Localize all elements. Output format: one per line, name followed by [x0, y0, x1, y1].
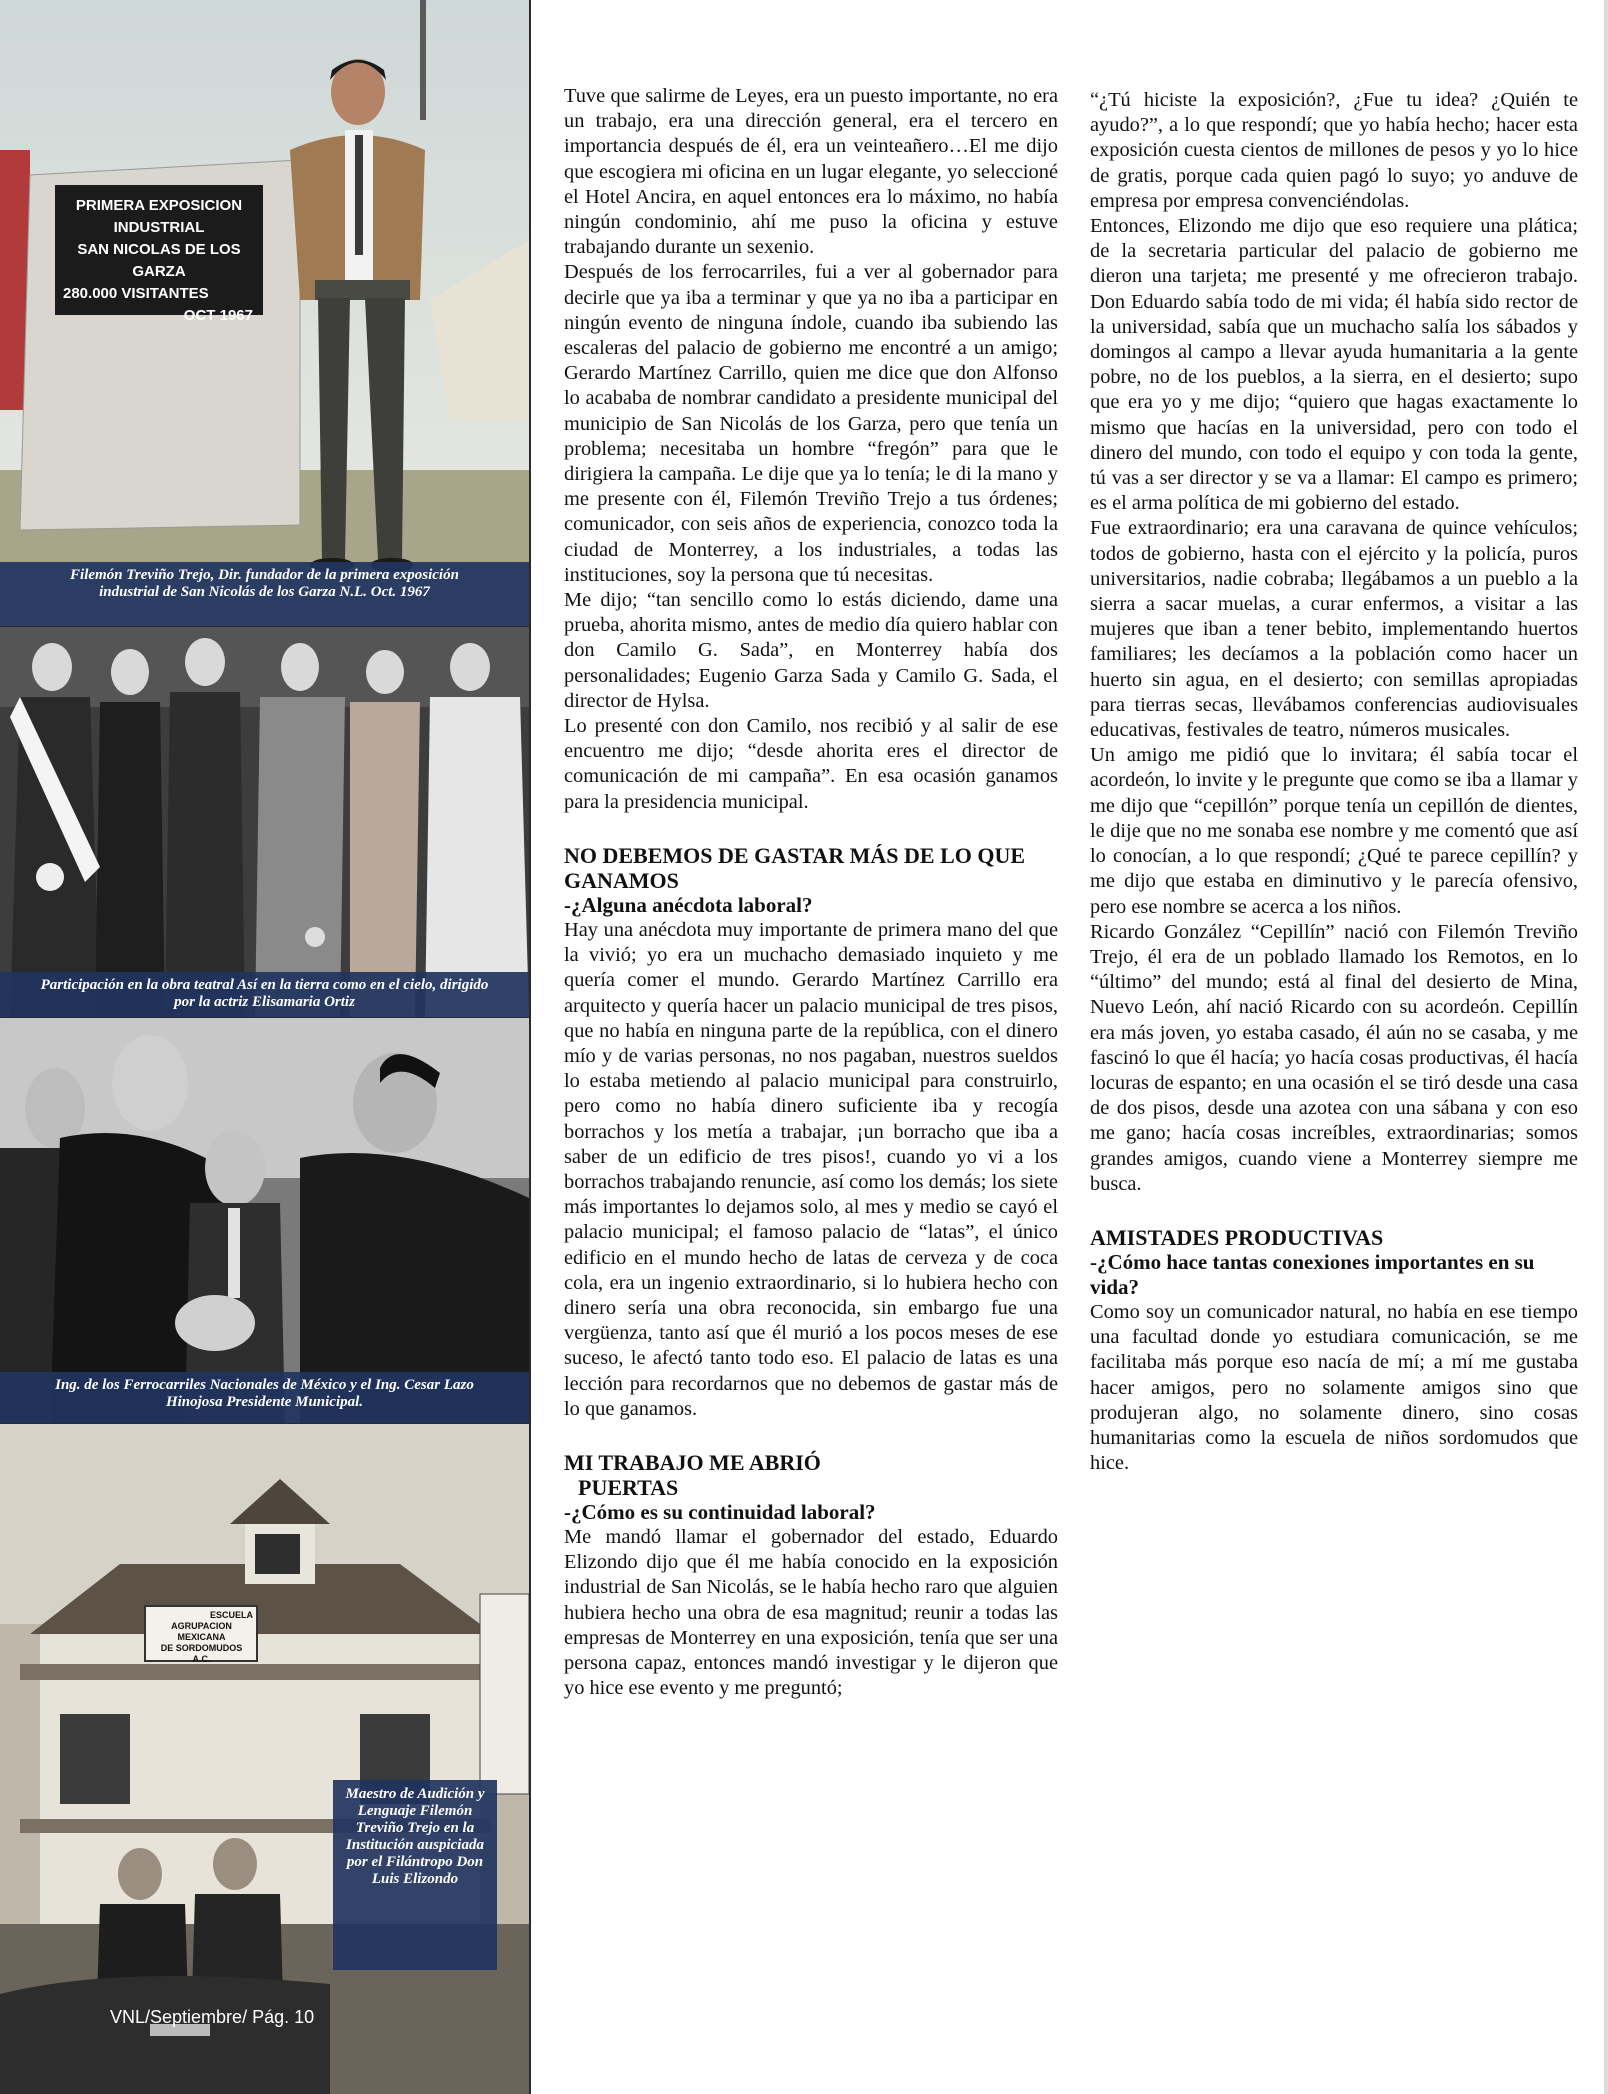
section-heading: AMISTADES PRODUCTIVAS: [1090, 1224, 1384, 1250]
text-column-2: [1090, 88, 1578, 1476]
paragraph: Entonces, Elizondo me dijo que eso requiere una plática; de la secretaria particular del palacio de gobierno me dieron una tarjeta; me presenté y me ofrecieron trabajo. Don Eduardo sabía todo de mi vida; él había sido rector de la universidad, sabía que un muchacho salía los sábados y domingos al campo a llevar ayuda humanitaria a la gente pobre, no de los pueblos, a la sierra, en el desierto; supo que era yo y me dijo; “quiero que hagas exactamente lo mismo que hacías en la universidad, pero con todo el dinero del mundo, con todo el equipo y con toda la gente, tú vas a ser director y se va a llamar: El campo es primero; es el arma política de mi gobierno del estado.: [1090, 215, 1578, 515]
paragraph: Como soy un comunicador natural, no había en ese tiempo una facultad donde yo estudiara comunicación, se me facilitaba más porque eso nacía de mí; a mí me gustaba hacer amigos, pero no solamente amigos sino que produjeran algo, no solamente dinero, sino cosas humanitarias como la escuela de niños sordomudos que hice.: [1090, 1300, 1578, 1475]
paragraph: Un amigo me pidió que lo invitara; él sabía tocar el acordeón, lo invite y le pregunte que como se iba a llamar y me dijo que “cepillón” porque tenía un cepillón de dientes, le dije que no me sonaba ese nombre y me comentó que así lo conocían, a lo que respondí; ¿Qué te parece cepillín? y me dijo que estaba en diminutivo y le parecía ofensivo, pero ese nombre se acerca a los niños.: [1090, 744, 1578, 918]
page-edge: [1604, 0, 1608, 2094]
section-heading-continued: PUERTAS: [578, 1474, 679, 1500]
section-heading: NO DEBEMOS DE GASTAR MÁS DE LO QUE GANAMOS: [564, 842, 1026, 893]
plaque-line: INDUSTRIAL: [113, 219, 205, 236]
photo-escuela-sordomudos: [0, 1424, 529, 2094]
plaque-line: SAN NICOLAS DE LOS GARZA: [77, 241, 241, 280]
photo4-caption: Maestro de Audición y Lenguaje Filemón Treviño Trejo en la Institución auspiciada por el Filántropo Don Luis Elizondo: [333, 1780, 497, 1970]
plaque-line: PRIMERA EXPOSICION: [75, 197, 243, 214]
paragraph: Me mandó llamar el gobernador del estado, Eduardo Elizondo dijo que él me había conocido en la exposición industrial de San Nicolás, se le había hecho raro que alguien hubiera hecho una obra de esa magnitud; reunir a todas las empresas de Monterrey en una exposición, tenía que ser una persona capaz, entonces mandó investigar y le dijeron que yo hice ese evento y me preguntó;: [564, 1525, 1058, 1700]
sign-line: AGRUPACION: [171, 1621, 232, 1631]
photo1-caption: Filemón Treviño Trejo, Dir. fundador de la primera exposición industrial de San Nicolás de los Garza N.L. Oct. 1967: [0, 562, 529, 626]
interview-question: -¿Cómo hace tantas conexiones importantes en su vida?: [1090, 1249, 1535, 1299]
paragraph: Fue extraordinario; era una caravana de quince vehículos; todos de gobierno, hasta con el ejército y la policía, puros universitarios, nadie cobraba; llegábamos a un pueblo a la sierra a sacar muelas, a curar enfermos, a visitar a las mujeres que iban a tener bebito, implementando huertos familiares; les decíamos a la población como hacer un huerto sin agua, en el desierto; con semillas apropiadas para tierras secas, llevábamos conferencias audiovisuales educativas, festivales de teatro, números musicales.: [1090, 517, 1578, 742]
plaque-line: 280.000 VISITANTES: [63, 285, 209, 302]
sign-line: A.C.: [192, 1654, 211, 1664]
text-column-1: [564, 84, 1058, 1701]
spacer: [564, 815, 1058, 843]
interview-question: -¿Cómo es su continuidad laboral?: [564, 1499, 876, 1524]
school-sign: [150, 1610, 253, 1665]
paragraph: “¿Tú hiciste la exposición?, ¿Fue tu idea? ¿Quién te ayudo?”, a lo que respondí; que yo había hecho; hacer esta exposición cuesta cientos de millones de pesos y yo lo hice de gratis, porque cada quien pagó lo suyo; yo anduve de empresa por empresa convenciéndolas.: [1090, 89, 1578, 212]
sign-line: MEXICANA: [177, 1632, 226, 1642]
plaque-line: OCT 1967: [183, 307, 253, 324]
photo3-caption: Ing. de los Ferrocarriles Nacionales de México y el Ing. Cesar Lazo Hinojosa Presidente Municipal.: [0, 1372, 529, 1423]
spacer: [564, 1422, 1058, 1450]
sign-line: ESCUELA: [209, 1610, 253, 1620]
interview-question: -¿Alguna anécdota laboral?: [564, 892, 813, 917]
plaque-text: [55, 195, 263, 327]
paragraph: Después de los ferrocarriles, fui a ver al gobernador para decirle que ya iba a terminar y que ya no iba a participar en ningún evento de ninguna índole, cuando iba subiendo las escaleras del palacio de gobierno me encontré a un amigo; Gerardo Martínez Carrillo, quien me dice que don Alfonso lo acababa de nombrar candidato a presidente municipal del municipio de San Nicolás de los Garza, pero que tenía un problema; necesitaba un hombre “fregón” para que le dirigiera la campaña. Le dije que ya lo tenía; le di la mano y me presente con él, Filemón Treviño Trejo a tus órdenes; comunicador, con seis años de experiencia, conozco toda la ciudad de Monterrey, a los industriales, a todas las instituciones, soy la persona que tú necesitas.: [564, 261, 1058, 586]
paragraph: Ricardo González “Cepillín” nació con Filemón Treviño Trejo, él era de un poblado llamado los Remotos, en lo “último” del mundo; está al final del desierto de Mina, Nuevo León, ahí nació Ricardo con su acordeón. Cepillín era más joven, yo estaba casado, él aún no se casaba, y me fascinó lo que él hacía; yo hacía cosas productivas, él hacía locuras de espanto; en una ocasión el se tiró desde una casa de dos pisos, desde una azotea con una sábana y con eso me gano; hacía cosas increíbles, extraordinarias; somos grandes amigos, cuando viene a Monterrey siempre me busca.: [1090, 920, 1578, 1195]
paragraph: Tuve que salirme de Leyes, era un puesto importante, no era un trabajo, era una dirección general, era el tercero en importancia después de él, era un veinteañero…El me dijo que escogiera mi oficina en un lugar elegante, yo seleccioné el Hotel Ancira, en aquel entonces era lo máximo, no había ningún condominio, ahí me puso la oficina y estuve trabajando durante un sexenio.: [564, 85, 1058, 259]
paragraph: Me dijo; “tan sencillo como lo estás diciendo, dame una prueba, ahorita mismo, antes de medio día quiero hablar con don Camilo G. Sada”, en Monterrey había dos personalidades; Eugenio Garza Sada y Camilo G. Sada, el director de Hylsa.: [564, 589, 1058, 712]
paragraph: Lo presenté con don Camilo, nos recibió y al salir de ese encuentro me dijo; “desde ahorita eres el director de comunicación de mi campaña”. En esa ocasión ganamos para la presidencia municipal.: [564, 715, 1058, 813]
page-folio: VNL/Septiembre/ Pág. 10: [110, 2007, 315, 2027]
spacer: [1090, 1197, 1578, 1225]
photo-ferrocarriles: [0, 1018, 529, 1423]
photo-exposicion-1967: [0, 0, 529, 626]
photo2-caption: Participación en la obra teatral Así en la tierra como en el cielo, dirigido por la actriz Elisamaria Ortiz: [0, 972, 529, 1017]
sign-line: DE SORDOMUDOS: [160, 1643, 243, 1653]
paragraph: Hay una anécdota muy importante de primera mano del que la vivió; yo era un muchacho demasiado inquieto y me quería comer el mundo. Gerardo Martínez Carrillo era arquitecto y quería hacer un palacio municipal de tres pisos, que no había en ninguna parte de la república, con el dinero mío y de varias personas, no nos pagaban, nuestros sueldos lo estaba metiendo al palacio municipal para construirlo, pero como no había dinero suficiente iba y recogía borrachos y los metía a trabajar, ¡un borracho que iba a saber de un edificio de tres pisos!, cuando yo vi a los borrachos trabajando renuncie, así como los demás; los siete más importantes lo dejamos solo, al mes y medio se cayó el palacio municipal; el famoso palacio de “latas”, el único edificio en el mundo hecho de latas de cerveza y de coca cola, era un ingenio extraordinario, si lo hubiera hecho con dinero sería una obra reconocida, sin embargo fue una vergüenza, tanto así que él murió a los pocos meses de ese suceso, le afectó tanto todo eso. El palacio de latas es una lección para recordarnos que no debemos de gastar más de lo que ganamos.: [564, 918, 1058, 1420]
photo-obra-teatral: [0, 627, 529, 1017]
photo-column: [0, 0, 531, 2094]
section-heading: MI TRABAJO ME ABRIÓ: [564, 1449, 821, 1475]
